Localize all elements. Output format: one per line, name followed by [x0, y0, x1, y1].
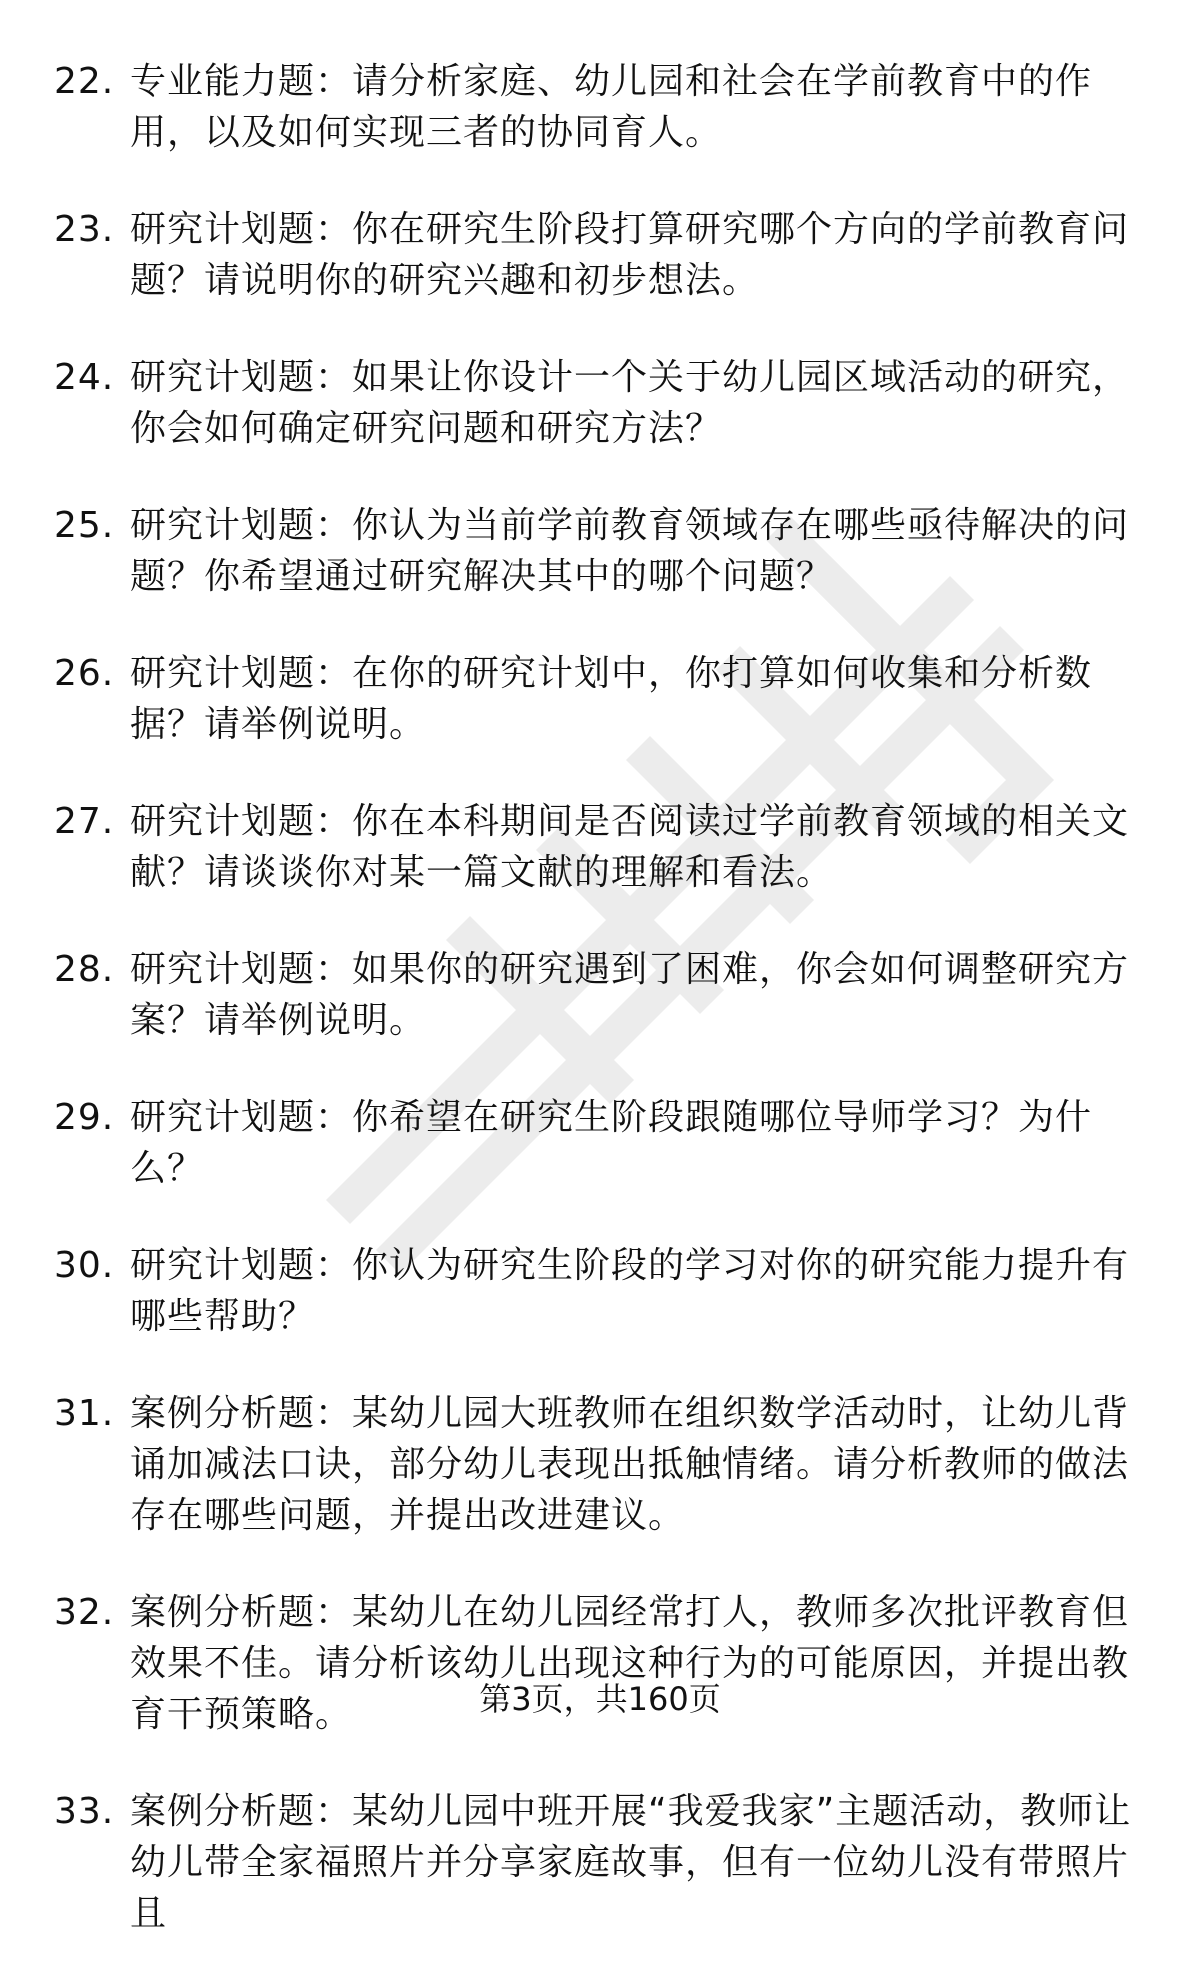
page-number-label: 第3页，共160页 — [479, 1680, 721, 1718]
question-number: 22. — [54, 61, 115, 102]
question-text: 研究计划题：如果你的研究遇到了困难，你会如何调整研究方案？请举例说明。 — [130, 949, 1130, 1041]
question-text: 研究计划题：如果让你设计一个关于幼儿园区域活动的研究，你会如何确定研究问题和研究方法？ — [130, 357, 1130, 449]
question-number: 32. — [54, 1592, 115, 1633]
question-text: 研究计划题：你认为研究生阶段的学习对你的研究能力提升有哪些帮助？ — [130, 1245, 1130, 1337]
question-item — [0, 648, 1200, 750]
question-item — [0, 352, 1200, 454]
question-text: 研究计划题：在你的研究计划中，你打算如何收集和分析数据？请举例说明。 — [130, 653, 1093, 745]
question-text: 案例分析题：某幼儿园大班教师在组织数学活动时，让幼儿背诵加减法口诀，部分幼儿表现出抵触情绪。请分析教师的做法存在哪些问题，并提出改进建议。 — [130, 1393, 1130, 1536]
question-number: 28. — [54, 949, 115, 990]
question-text: 研究计划题：你在本科期间是否阅读过学前教育领域的相关文献？请谈谈你对某一篇文献的理解和看法。 — [130, 801, 1130, 893]
question-item — [0, 500, 1200, 602]
question-item — [0, 1786, 1200, 1939]
question-number: 27. — [54, 801, 115, 842]
question-text: 研究计划题：你认为当前学前教育领域存在哪些亟待解决的问题？你希望通过研究解决其中的哪个问题？ — [130, 505, 1130, 597]
question-number: 23. — [54, 209, 115, 250]
question-item — [0, 944, 1200, 1046]
page-footer — [0, 1679, 1200, 1719]
question-number: 30. — [54, 1245, 115, 1286]
question-number: 33. — [54, 1791, 115, 1832]
question-item — [0, 1388, 1200, 1541]
question-text: 研究计划题：你在研究生阶段打算研究哪个方向的学前教育问题？请说明你的研究兴趣和初步想法。 — [130, 209, 1130, 301]
question-item — [0, 1092, 1200, 1194]
question-item — [0, 1240, 1200, 1342]
question-text: 案例分析题：某幼儿在幼儿园经常打人，教师多次批评教育但效果不佳。请分析该幼儿出现这种行为的可能原因，并提出教育干预策略。 — [130, 1592, 1130, 1735]
question-number: 29. — [54, 1097, 115, 1138]
question-number: 25. — [54, 505, 115, 546]
question-item — [0, 56, 1200, 158]
question-text: 案例分析题：某幼儿园中班开展“我爱我家”主题活动，教师让幼儿带全家福照片并分享家庭故事，但有一位幼儿没有带照片且 — [130, 1791, 1132, 1934]
question-text: 专业能力题：请分析家庭、幼儿园和社会在学前教育中的作用，以及如何实现三者的协同育人。 — [130, 61, 1093, 153]
question-number: 24. — [54, 357, 115, 398]
question-number: 26. — [54, 653, 115, 694]
question-text: 研究计划题：你希望在研究生阶段跟随哪位导师学习？为什么？ — [130, 1097, 1093, 1189]
question-item — [0, 204, 1200, 306]
question-number: 31. — [54, 1393, 115, 1434]
question-item — [0, 796, 1200, 898]
